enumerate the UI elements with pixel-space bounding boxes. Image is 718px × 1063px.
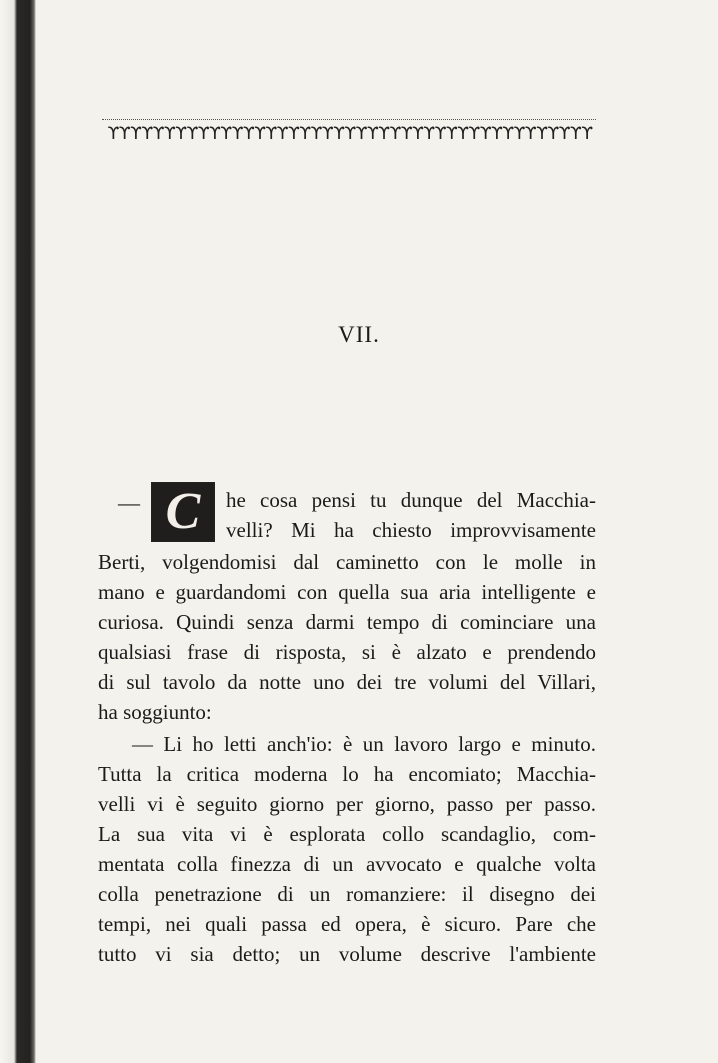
dotted-rule: [102, 119, 596, 120]
ornamental-border: ϒϒϒϒϒϒϒϒϒϒϒϒϒϒϒϒϒϒϒϒϒϒϒϒϒϒϒϒϒϒϒϒϒϒϒϒϒϒϒϒϒϒϒ: [107, 124, 593, 144]
text-line-2: velli? Mi ha chiesto improvvisamente: [226, 518, 596, 542]
text-line-3: Berti, volgendomisi dal caminetto con le molle in: [98, 550, 596, 574]
text-line-7: di sul tavolo da notte uno dei tre volumi del Villari,: [98, 670, 596, 694]
text-line-1: he cosa pensi tu dunque del Macchia-: [226, 488, 596, 512]
text-line-4: mano e guardandomi con quella sua aria intelligente e: [98, 580, 596, 604]
text-line-5: curiosa. Quindi senza darmi tempo di cominciare una: [98, 610, 596, 634]
chapter-heading: VII.: [338, 322, 380, 347]
text-line-11: velli vi è seguito giorno per giorno, passo per passo.: [98, 792, 596, 816]
drop-cap-initial: [151, 482, 215, 542]
drop-cap-letter: C: [165, 483, 201, 540]
text-line-16: tutto vi sia detto; un volume descrive l'ambiente: [98, 942, 596, 966]
text-line-6: qualsiasi frase di risposta, si è alzato e prendendo: [98, 640, 596, 664]
text-line-13: mentata colla finezza di un avvocato e qualche volta: [98, 852, 596, 876]
text-line-12: La sua vita vi è esplorata collo scandaglio, com-: [98, 822, 596, 846]
text-line-10: Tutta la critica moderna lo ha encomiato; Macchia-: [98, 762, 596, 786]
text-line-15: tempi, nei quali passa ed opera, è sicuro. Pare che: [98, 912, 596, 936]
text-line-8: ha soggiunto:: [98, 700, 212, 724]
text-line-9: — Li ho letti anch'io: è un lavoro largo e minuto.: [132, 732, 596, 756]
book-spine-edge: [0, 0, 36, 1063]
text-line-14: colla penetrazione di un romanziere: il disegno dei: [98, 882, 596, 906]
opening-dash: —: [118, 490, 140, 515]
